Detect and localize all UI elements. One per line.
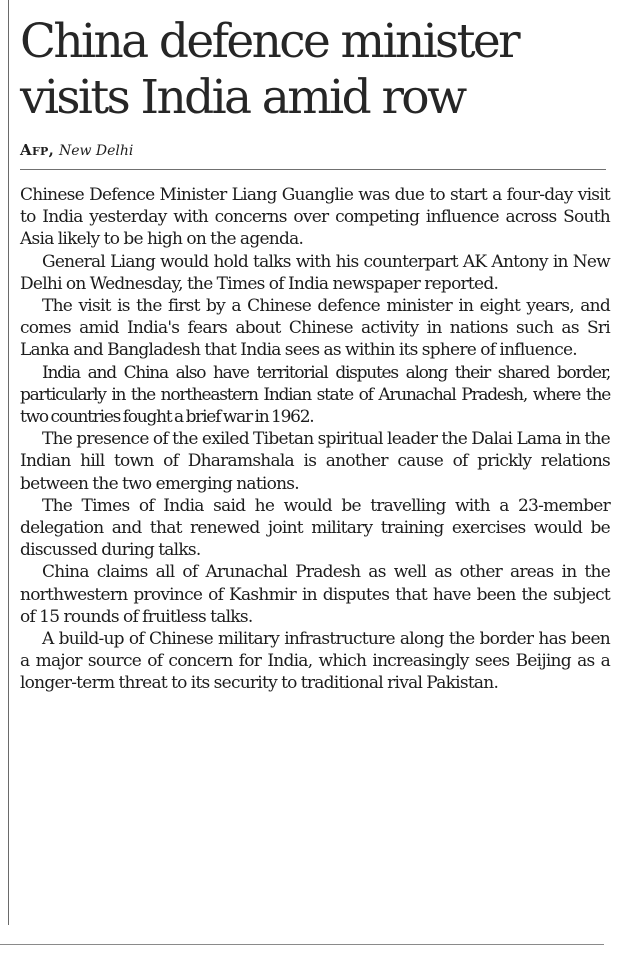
article-byline bbox=[20, 140, 610, 162]
article-paragraph: The presence of the exiled Tibetan spiritual leader the Dalai Lama in the Indian hill town of Dharamshala is another cause of prickly relations between the two emerging nations. bbox=[20, 429, 610, 494]
article-paragraph: The Times of India said he would be travelling with a 23-member delegation and that renewed joint military training exercises would be discussed during talks. bbox=[20, 495, 610, 561]
article-paragraph: General Liang would hold talks with his counterpart AK Antony in New Delhi on Wednesday, the Times of India newspaper reported. bbox=[20, 251, 610, 294]
article-headline: China defence minister visits India amid row bbox=[20, 14, 518, 125]
article-paragraph: India and China also have territorial disputes along their shared border, particularly in the northeastern Indian state of Arunachal Pradesh, where the two countries fought a brief war in 1962. bbox=[20, 362, 610, 428]
column-left-rule bbox=[8, 0, 9, 925]
news-article bbox=[20, 0, 610, 695]
column-bottom-rule bbox=[0, 944, 604, 945]
article-paragraph: The visit is the first by a Chinese defence minister in eight years, and comes amid India's fears about Chinese activity in nations such as Sri Lanka and Bangladesh that India sees as within its sphere of influence. bbox=[20, 296, 610, 361]
byline-location: New Delhi bbox=[58, 143, 134, 159]
article-paragraph: A build-up of Chinese military infrastructure along the border has been a major source of concern for India, which increasingly sees Beijing as a longer-term threat to its security to traditional rival Pakistan. bbox=[20, 629, 610, 694]
article-paragraph: Chinese Defence Minister Liang Guanglie was due to start a four-day visit to India yesterday with concerns over competing influence across South Asia likely to be high on the agenda. bbox=[20, 185, 610, 250]
article-body bbox=[20, 184, 610, 695]
article-paragraph: China claims all of Arunachal Pradesh as well as other areas in the northwestern province of Kashmir in disputes that have been the subject of 15 rounds of fruitless talks. bbox=[20, 562, 610, 627]
byline-agency: Afp, bbox=[20, 141, 55, 159]
byline-divider bbox=[20, 169, 606, 170]
